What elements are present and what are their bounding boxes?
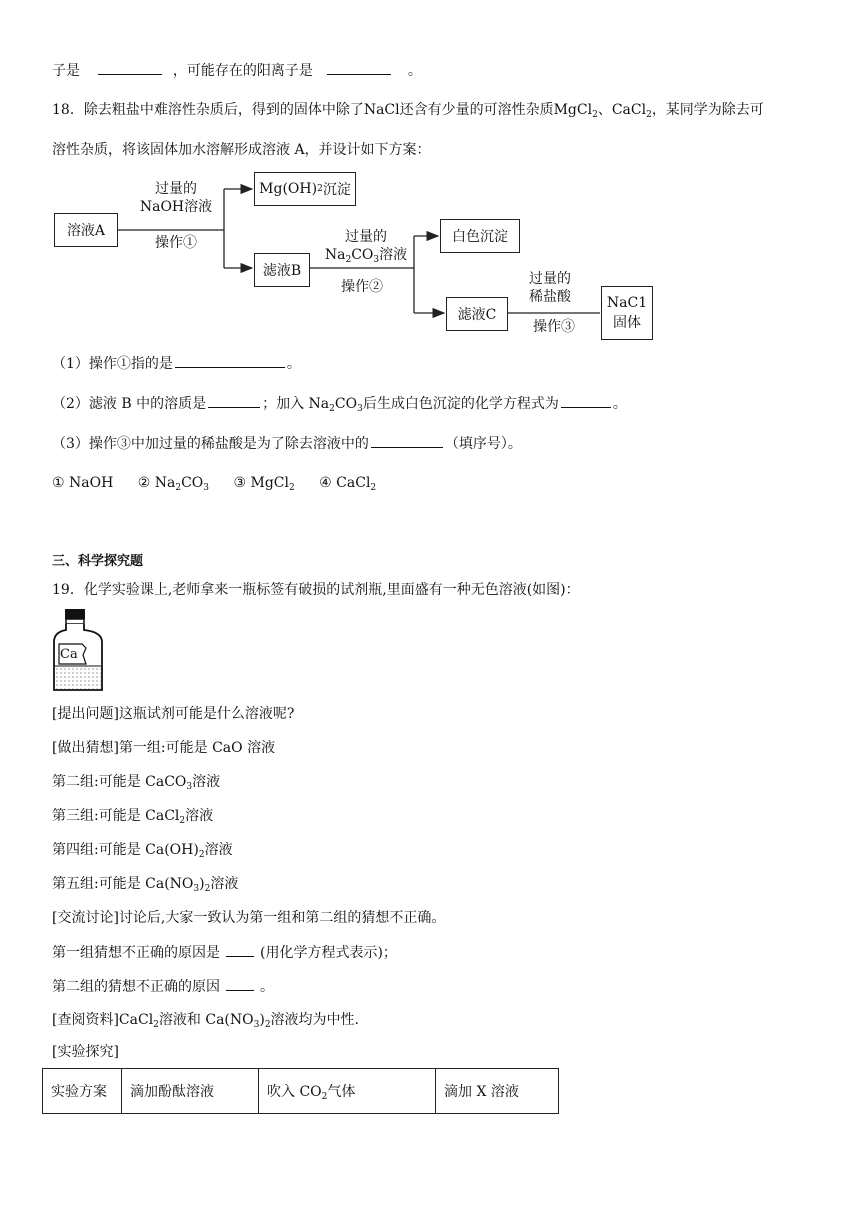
text: 滤液B [262, 263, 302, 279]
text: 过量的 [155, 181, 197, 197]
text: 、CaCl [597, 102, 647, 118]
text: 固体 [613, 315, 641, 331]
text: 。 [407, 63, 422, 79]
q19-reason1 [52, 942, 397, 963]
subscript: 3 [203, 483, 210, 493]
text: （填序号）。 [444, 436, 522, 452]
option-1: ① NaOH [52, 475, 114, 491]
q19-guess5 [52, 874, 238, 894]
blank-solute-b[interactable] [208, 393, 260, 408]
table-cell: 滴加酚酞溶液 [122, 1069, 259, 1114]
text: CO [181, 475, 204, 491]
q19-info [52, 1010, 359, 1030]
text: （1）操作①指的是 [52, 356, 173, 372]
subscript: 2 [175, 483, 182, 493]
text: NaC1 [606, 295, 648, 311]
text: 稀盐酸 [529, 289, 571, 305]
subscript: 2 [646, 110, 652, 120]
text: 溶液 [379, 247, 408, 263]
text: 第二组:可能是 CaCO [52, 774, 187, 790]
text: 。 [286, 356, 301, 372]
subscript: 2 [370, 483, 377, 493]
reagent-hcl-label [518, 270, 582, 306]
subscript: 3 [253, 1020, 260, 1030]
text: 滤液C [457, 307, 497, 323]
q18-options [52, 473, 376, 493]
text: Mg(OH) [259, 181, 318, 197]
text: 。 [260, 979, 274, 995]
subscript: 2 [198, 850, 205, 860]
table-cell: 实验方案 [43, 1069, 122, 1114]
q19-problem: [提出问题]这瓶试剂可能是什么溶液呢? [52, 706, 295, 722]
text: ③ MgCl [233, 475, 289, 491]
text: 子是 [52, 63, 80, 79]
option-2 [138, 475, 209, 491]
text: ，某同学为除去可 [651, 102, 764, 118]
op3-label: 操作③ [533, 319, 575, 335]
subscript: 3 [357, 404, 363, 414]
text: ) [199, 876, 205, 892]
subscript: 2 [153, 1020, 159, 1030]
text: （2）滤液 B 中的溶质是 [52, 396, 207, 412]
text: 吹入 CO [267, 1084, 322, 1100]
subscript: 2 [179, 816, 186, 826]
reagent-na2co3-label [318, 228, 414, 264]
text: 过量的 [529, 271, 571, 287]
text: 溶液 [185, 808, 214, 824]
text: NaOH溶液 [139, 199, 213, 215]
text: 溶性杂质，将该固体加水溶解形成溶液 A，并设计如下方案： [52, 142, 431, 158]
q18-sub1 [52, 353, 301, 374]
text: 溶液 [210, 876, 239, 892]
box-white-precipitate [440, 219, 520, 253]
table-cell: 滴加 X 溶液 [436, 1069, 559, 1114]
q19-guess1: [做出猜想]第一组:可能是 CaO 溶液 [52, 740, 276, 756]
text: 第二组的猜想不正确的原因 [52, 979, 220, 995]
box-filtrate-c [446, 297, 508, 331]
q18-sub2 [52, 393, 627, 414]
text: 溶液均为中性. [270, 1012, 359, 1028]
text: 白色沉淀 [452, 229, 508, 245]
experiment-table [42, 1068, 559, 1114]
q19-reason2 [52, 976, 274, 997]
subscript: 2 [204, 884, 211, 894]
text: 第四组:可能是 Ca(OH) [52, 842, 199, 858]
option-3 [233, 475, 294, 491]
op1-label: 操作① [155, 235, 197, 251]
text: ；加入 Na [262, 396, 330, 412]
text: 气体 [327, 1084, 356, 1100]
q19-guess2 [52, 772, 220, 792]
table-cell [259, 1069, 436, 1114]
text: 18．除去粗盐中难溶性杂质后，得到的固体中除了NaCl还含有少量的可溶性杂质MgCl [52, 102, 593, 118]
subscript: 3 [193, 884, 200, 894]
blank-remove[interactable] [371, 433, 443, 448]
text: CO [334, 396, 358, 412]
box-solution-a [54, 213, 118, 247]
subscript: 2 [264, 1020, 271, 1030]
text: ④ CaCl [319, 475, 371, 491]
text: [查阅资料]CaCl [52, 1012, 154, 1028]
text: 过量的 [345, 229, 387, 245]
subscript: 2 [592, 110, 598, 120]
q19-guess4 [52, 840, 233, 860]
text: 沉淀 [322, 182, 351, 198]
table-row [43, 1069, 559, 1114]
text: 。 [612, 396, 627, 412]
blank-reason1[interactable] [226, 942, 254, 957]
q19-explore: [实验探究] [52, 1044, 119, 1060]
text: (用化学方程式表示)； [260, 945, 397, 961]
subscript: 2 [321, 1092, 328, 1102]
text: 溶液A [66, 223, 106, 239]
option-4 [319, 475, 376, 491]
blank-reason2[interactable] [226, 976, 254, 991]
section-heading: 三、科学探究题 [52, 554, 144, 569]
text: 第一组猜想不正确的原因是 [52, 945, 220, 961]
box-filtrate-b [254, 253, 310, 287]
text: ，可能存在的阳离子是 [172, 63, 313, 79]
q19-intro: 19．化学实验课上,老师拿来一瓶标签有破损的试剂瓶,里面盛有一种无色溶液(如图)： [52, 582, 580, 598]
q18-sub3 [52, 433, 522, 454]
text: CO [351, 247, 374, 263]
text: Na [324, 247, 346, 263]
subscript: 3 [373, 255, 380, 265]
reagent-naoh-label [136, 180, 216, 216]
subscript: 2 [329, 404, 335, 414]
text: ) [259, 1012, 265, 1028]
text: 溶液和 Ca(NO [158, 1012, 254, 1028]
flow-diagram-lines [0, 0, 860, 360]
text: 溶液 [204, 842, 233, 858]
text: ② Na [137, 475, 176, 491]
text: 后生成白色沉淀的化学方程式为 [362, 396, 559, 412]
text: （3）操作③中加过量的稀盐酸是为了除去溶液中的 [52, 436, 369, 452]
text: 第三组:可能是 CaCl [52, 808, 180, 824]
box-nacl-solid [601, 286, 653, 340]
box-mgoh2-precipitate: Mg(OH) 2 沉淀 [254, 172, 356, 206]
q19-guess3 [52, 806, 213, 826]
blank-equation[interactable] [561, 393, 611, 408]
subscript: 2 [345, 255, 352, 265]
text: 溶液 [192, 774, 221, 790]
op2-label: 操作② [341, 279, 383, 295]
text: 第五组:可能是 Ca(NO [52, 876, 194, 892]
bottle-label-text: Ca [60, 647, 78, 662]
subscript: 3 [186, 782, 193, 792]
subscript: 2 [288, 483, 295, 493]
blank-op1[interactable] [175, 353, 285, 368]
q19-discuss: [交流讨论]讨论后,大家一致认为第一组和第二组的猜想不正确。 [52, 910, 446, 926]
